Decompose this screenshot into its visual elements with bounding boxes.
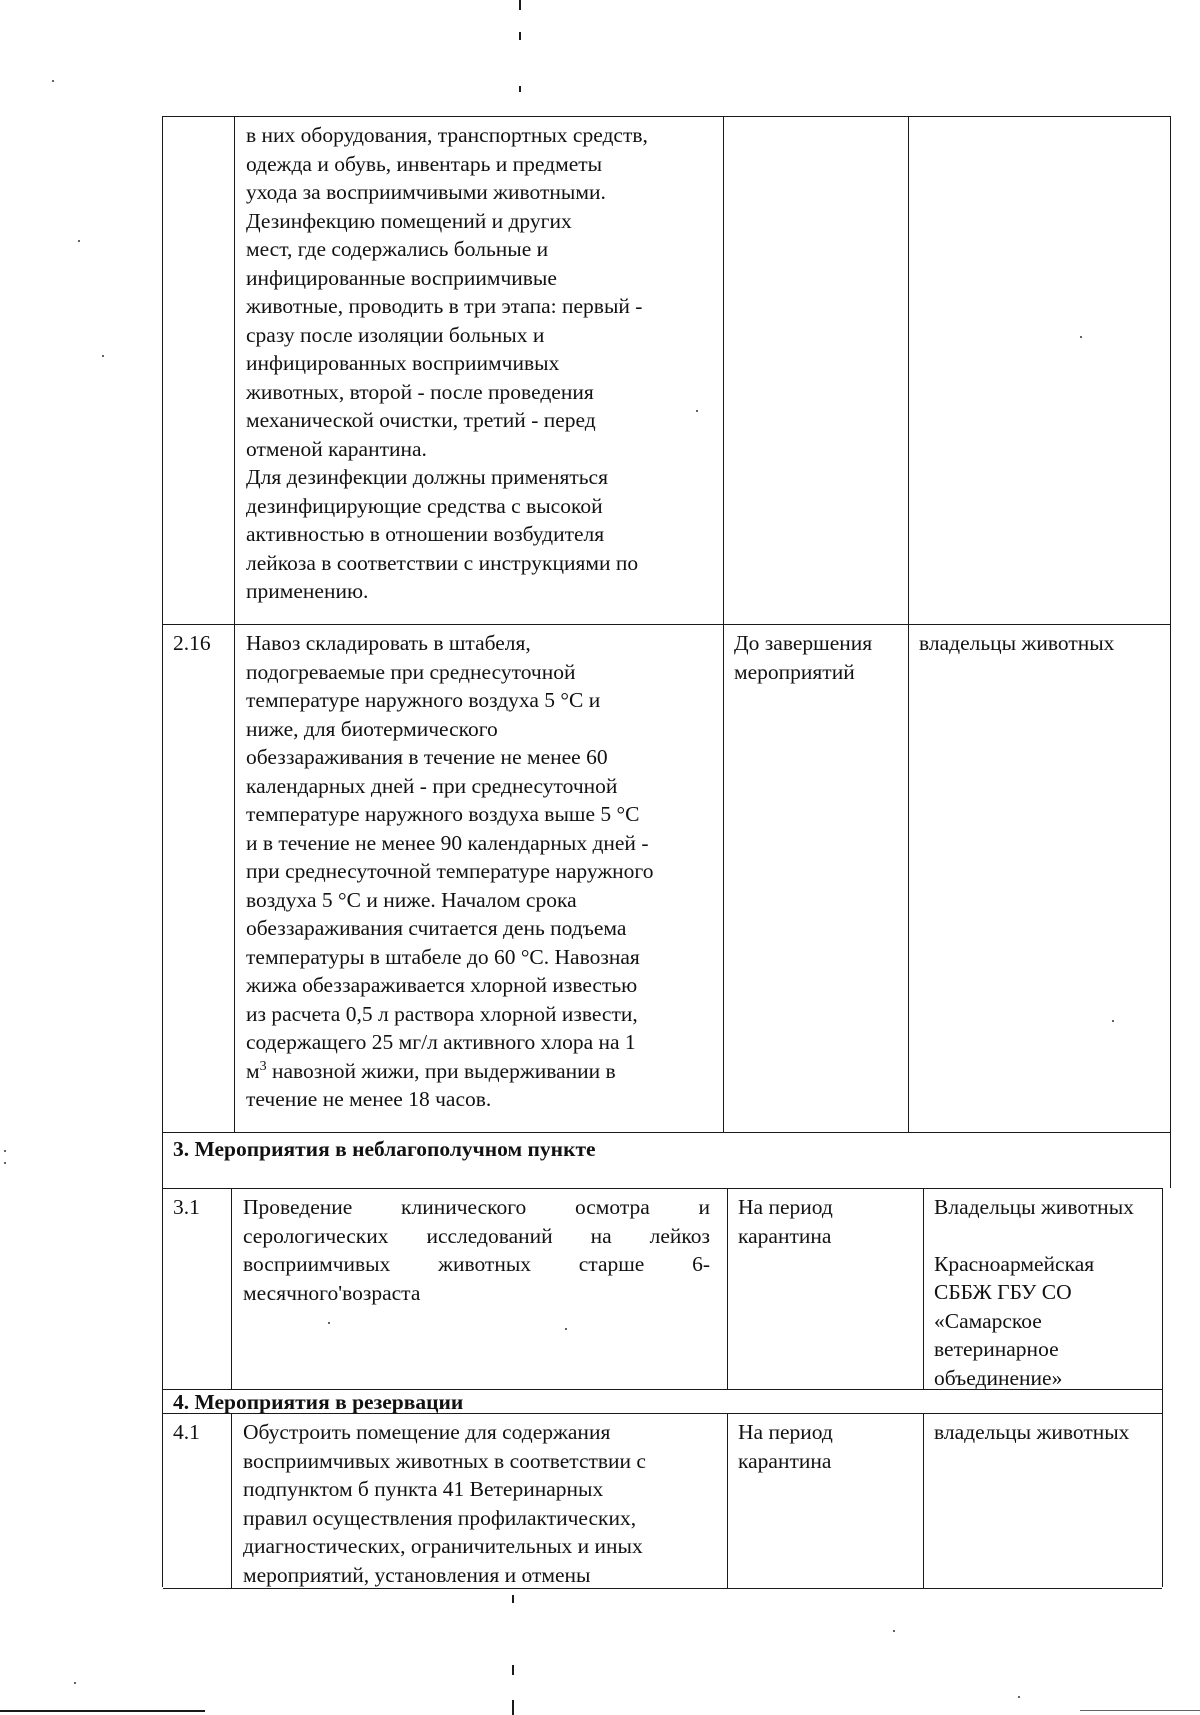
row-number-cell	[163, 1414, 233, 1588]
measure-description-cell	[234, 117, 724, 625]
scan-speck	[4, 1150, 6, 1152]
deadline-cell	[727, 1414, 924, 1588]
measure-text-part-1: Навоз складировать в штабеля, подогреваемые при среднесуточной температуре наружного воздуха 5 °С и ниже, для биотермического обеззараживания в течение не менее 60 календарных дней - при среднесуточной температуре наружного воздуха выше 5 °С и в течение не менее 90 календарных дней - при среднесуточной температуре наружного воздуха 5 °С и ниже. Началом срока обеззараживания считается день подъема температуры в штабеле до 60 °С. Навозная жижа обеззараживается хлорной известью из расчета 0,5 л раствора хлорной извести, содержащего 25 мг/л активного хлора на 1 м	[246, 631, 654, 1083]
table-row-2-16	[163, 624, 1170, 1133]
scan-fold-mark	[519, 0, 521, 10]
responsible-cell	[923, 1189, 1162, 1390]
measure-line-last: месячного'возраста	[243, 1280, 421, 1305]
measure-description-cell	[231, 1414, 728, 1588]
section-3-header-row	[163, 1132, 1170, 1189]
measure-line: серологических исследований на лейкоз	[243, 1223, 710, 1248]
scan-speck	[893, 1630, 895, 1632]
scan-speck	[1112, 1020, 1114, 1022]
deadline-text: До завершения мероприятий	[734, 631, 873, 684]
responsible-text: владельцы животных	[934, 1420, 1130, 1444]
scan-speck	[328, 1322, 330, 1324]
responsible-cell	[908, 117, 1170, 625]
scan-edge-line	[0, 1710, 205, 1712]
scan-speck	[78, 240, 80, 242]
row-number-cell	[163, 117, 235, 625]
scan-speck	[74, 1682, 76, 1684]
table-row-3-1	[163, 1188, 1162, 1390]
deadline-text: На период карантина	[738, 1420, 833, 1473]
table-row-continuation	[163, 116, 1170, 625]
scan-fold-mark	[512, 1665, 514, 1675]
measure-description-cell	[231, 1189, 728, 1390]
row-number: 3.1	[173, 1195, 200, 1219]
row-number-cell	[163, 625, 235, 1133]
section-4-header-row	[163, 1389, 1162, 1414]
scan-fold-mark	[519, 32, 521, 40]
scan-speck	[4, 1162, 6, 1164]
deadline-cell	[723, 625, 909, 1133]
scan-speck	[52, 80, 54, 82]
scan-edge-line	[1080, 1710, 1200, 1711]
scan-fold-mark	[512, 1595, 514, 1603]
measure-line: Проведение клинического осмотра и	[243, 1195, 710, 1219]
scan-fold-mark	[512, 1700, 514, 1715]
scan-speck	[565, 1328, 567, 1330]
responsible-veterinary-service: Красноармейская СББЖ ГБУ СО «Самарское ветеринарное объединение»	[934, 1251, 1095, 1390]
measure-description: в них оборудования, транспортных средств, одежда и обувь, инвентарь и предметы ухода за восприимчивыми животными. Дезинфекцию помещений и других мест, где содержались больные и инфицированные восприимчивые животные, проводить в три этапа: первый - сразу после изоляции больных и инфицированных восприимчивых животных, второй - после проведения механической очистки, третий - перед отменой карантина. Для дезинфекции должны применяться дезинфицирующие средства с высокой активностью в отношении возбудителя лейкоза в соответствии с инструкциями по применению.	[246, 123, 648, 603]
row-number: 2.16	[173, 631, 211, 655]
measures-table-upper	[162, 116, 1171, 1188]
measure-line: восприимчивых животных старше 6-	[243, 1252, 710, 1276]
measure-description	[246, 629, 716, 1114]
deadline-cell	[723, 117, 909, 625]
responsible-cell	[923, 1414, 1162, 1588]
row-number: 4.1	[173, 1420, 200, 1444]
deadline-cell	[727, 1189, 924, 1390]
section-4-title: 4. Мероприятия в резервации	[173, 1390, 464, 1414]
measure-description-cell	[234, 625, 724, 1133]
section-3-title: 3. Мероприятия в неблагополучном пункте	[173, 1137, 596, 1161]
measure-text-part-2: навозной жижи, при выдерживании в течение не менее 18 часов.	[246, 1058, 616, 1111]
table-row-4-1	[163, 1413, 1162, 1589]
responsible-cell	[908, 625, 1170, 1133]
measure-description	[243, 1193, 720, 1307]
responsible-owners: Владельцы животных	[934, 1195, 1134, 1219]
superscript-3: 3	[259, 1058, 267, 1074]
responsible-text: владельцы животных	[919, 631, 1115, 655]
deadline-text: На период карантина	[738, 1195, 833, 1248]
scan-fold-mark	[519, 86, 521, 92]
scan-speck	[696, 410, 698, 412]
scan-speck	[1018, 1696, 1020, 1698]
measures-table-lower	[162, 1188, 1163, 1587]
row-number-cell	[163, 1189, 233, 1390]
measure-description: Обустроить помещение для содержания восприимчивых животных в соответствии с подпунктом б пункта 41 Ветеринарных правил осуществления профилактических, диагностических, ограничительных и иных мероприятий, установления и отмены	[243, 1420, 646, 1587]
scan-speck	[1080, 336, 1082, 338]
scan-speck	[102, 355, 104, 357]
